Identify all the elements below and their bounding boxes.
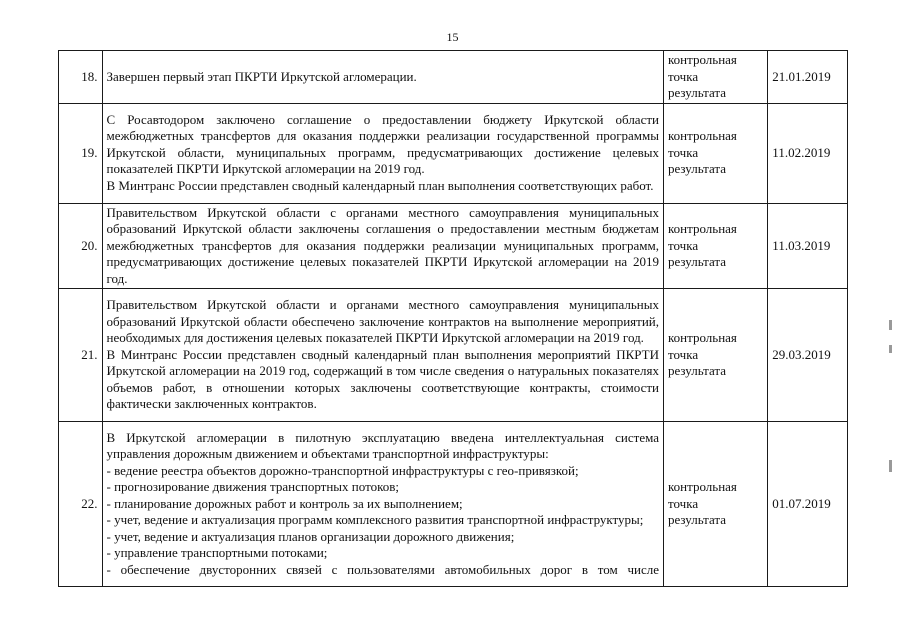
table-row	[59, 203, 848, 289]
description-list-item: - учет, ведение и актуализация планов организации дорожного движения;	[106, 528, 515, 544]
milestone-date: 01.07.2019	[768, 422, 848, 587]
description-paragraph: Завершен первый этап ПКРТИ Иркутской агломерации.	[106, 68, 417, 84]
milestone-date: 11.02.2019	[768, 103, 848, 203]
row-number: 18.	[59, 51, 103, 104]
milestone-type	[664, 422, 768, 587]
schedule-table	[58, 50, 848, 587]
scan-artifact	[889, 320, 892, 330]
row-number: 20.	[59, 203, 103, 289]
description-paragraph: Правительством Иркутской области с органами местного самоуправления муниципальных образований Иркутской области заключены соглашения о предоставлении местным бюджетам межбюджетных трансфертов для оказания поддержки реализации муниципальных программ, предусматривающих достижение целевых показателей ПКРТИ Иркутской агломерации на 2019 год.	[106, 204, 659, 286]
description-list-item: - учет, ведение и актуализация программ комплексного развития транспортной инфраструктуры;	[106, 512, 644, 528]
type-line: результата	[668, 254, 727, 269]
type-line: точка	[668, 495, 699, 511]
scan-artifact	[889, 460, 892, 472]
description-list-item: - планирование дорожных работ и контроль за их выполнением;	[106, 495, 463, 511]
type-line: результата	[668, 85, 727, 100]
description-paragraph: В Минтранс России представлен сводный календарный план выполнения соответствующих работ.	[106, 177, 654, 193]
type-line: результата	[668, 363, 727, 379]
description-list-item: - ведение реестра объектов дорожно-транспортной инфраструктуры с гео-привязкой;	[106, 462, 579, 478]
event-description	[102, 289, 663, 422]
event-description	[102, 103, 663, 203]
milestone-date: 21.01.2019	[768, 51, 848, 104]
row-number: 19.	[59, 103, 103, 203]
description-paragraph: В Иркутской агломерации в пилотную эксплуатацию введена интеллектуальная система управления дорожным движением и объектами транспортной инфраструктуры:	[106, 429, 659, 462]
table-row	[59, 103, 848, 203]
type-line: результата	[668, 512, 727, 528]
scan-artifact	[889, 345, 892, 353]
milestone-type	[664, 203, 768, 289]
table-row	[59, 51, 848, 104]
milestone-type	[664, 51, 768, 104]
type-line: точка	[668, 68, 699, 84]
description-paragraph: С Росавтодором заключено соглашение о предоставлении бюджету Иркутской области межбюджетных трансфертов для оказания поддержки реализации государственной программы Иркутской области, муниципальных программ, предусматривающих достижение целевых показателей ПКРТИ Иркутской агломерации на 2019 год.	[106, 111, 659, 177]
type-line: точка	[668, 346, 699, 362]
event-description	[102, 203, 663, 289]
type-line: результата	[668, 161, 727, 177]
type-line: точка	[668, 237, 699, 253]
type-line: контрольная	[668, 52, 737, 67]
milestone-date: 29.03.2019	[768, 289, 848, 422]
event-description	[102, 422, 663, 587]
milestone-date: 11.03.2019	[768, 203, 848, 289]
type-line: контрольная	[668, 221, 737, 236]
description-paragraph: Правительством Иркутской области и органами местного самоуправления муниципальных образований Иркутской области обеспечено заключение контрактов на выполнение мероприятий, необходимых для достижения целевых показателей ПКРТИ Иркутской агломерации на 2019 год.	[106, 297, 659, 346]
description-list-item: - управление транспортными потоками;	[106, 545, 328, 561]
type-line: контрольная	[668, 479, 737, 495]
table-row	[59, 289, 848, 422]
table-row	[59, 422, 848, 587]
event-description	[102, 51, 663, 104]
description-list-item: - обеспечение двусторонних связей с пользователями автомобильных дорог в том числе	[106, 561, 659, 577]
row-number: 21.	[59, 289, 103, 422]
type-line: контрольная	[668, 128, 737, 144]
description-paragraph: В Минтранс России представлен сводный календарный план выполнения мероприятий ПКРТИ Иркутской агломерации на 2019 год, содержащий в том числе сведения о натуральных показателях объемов работ, в отношении которых заключены соответствующие контракты, стоимости фактически заключенных контрактов.	[106, 346, 659, 412]
description-list-item: - прогнозирование движения транспортных потоков;	[106, 479, 399, 495]
type-line: точка	[668, 144, 699, 160]
milestone-type	[664, 289, 768, 422]
page-number: 15	[446, 30, 459, 44]
row-number: 22.	[59, 422, 103, 587]
milestone-type	[664, 103, 768, 203]
type-line: контрольная	[668, 330, 737, 346]
